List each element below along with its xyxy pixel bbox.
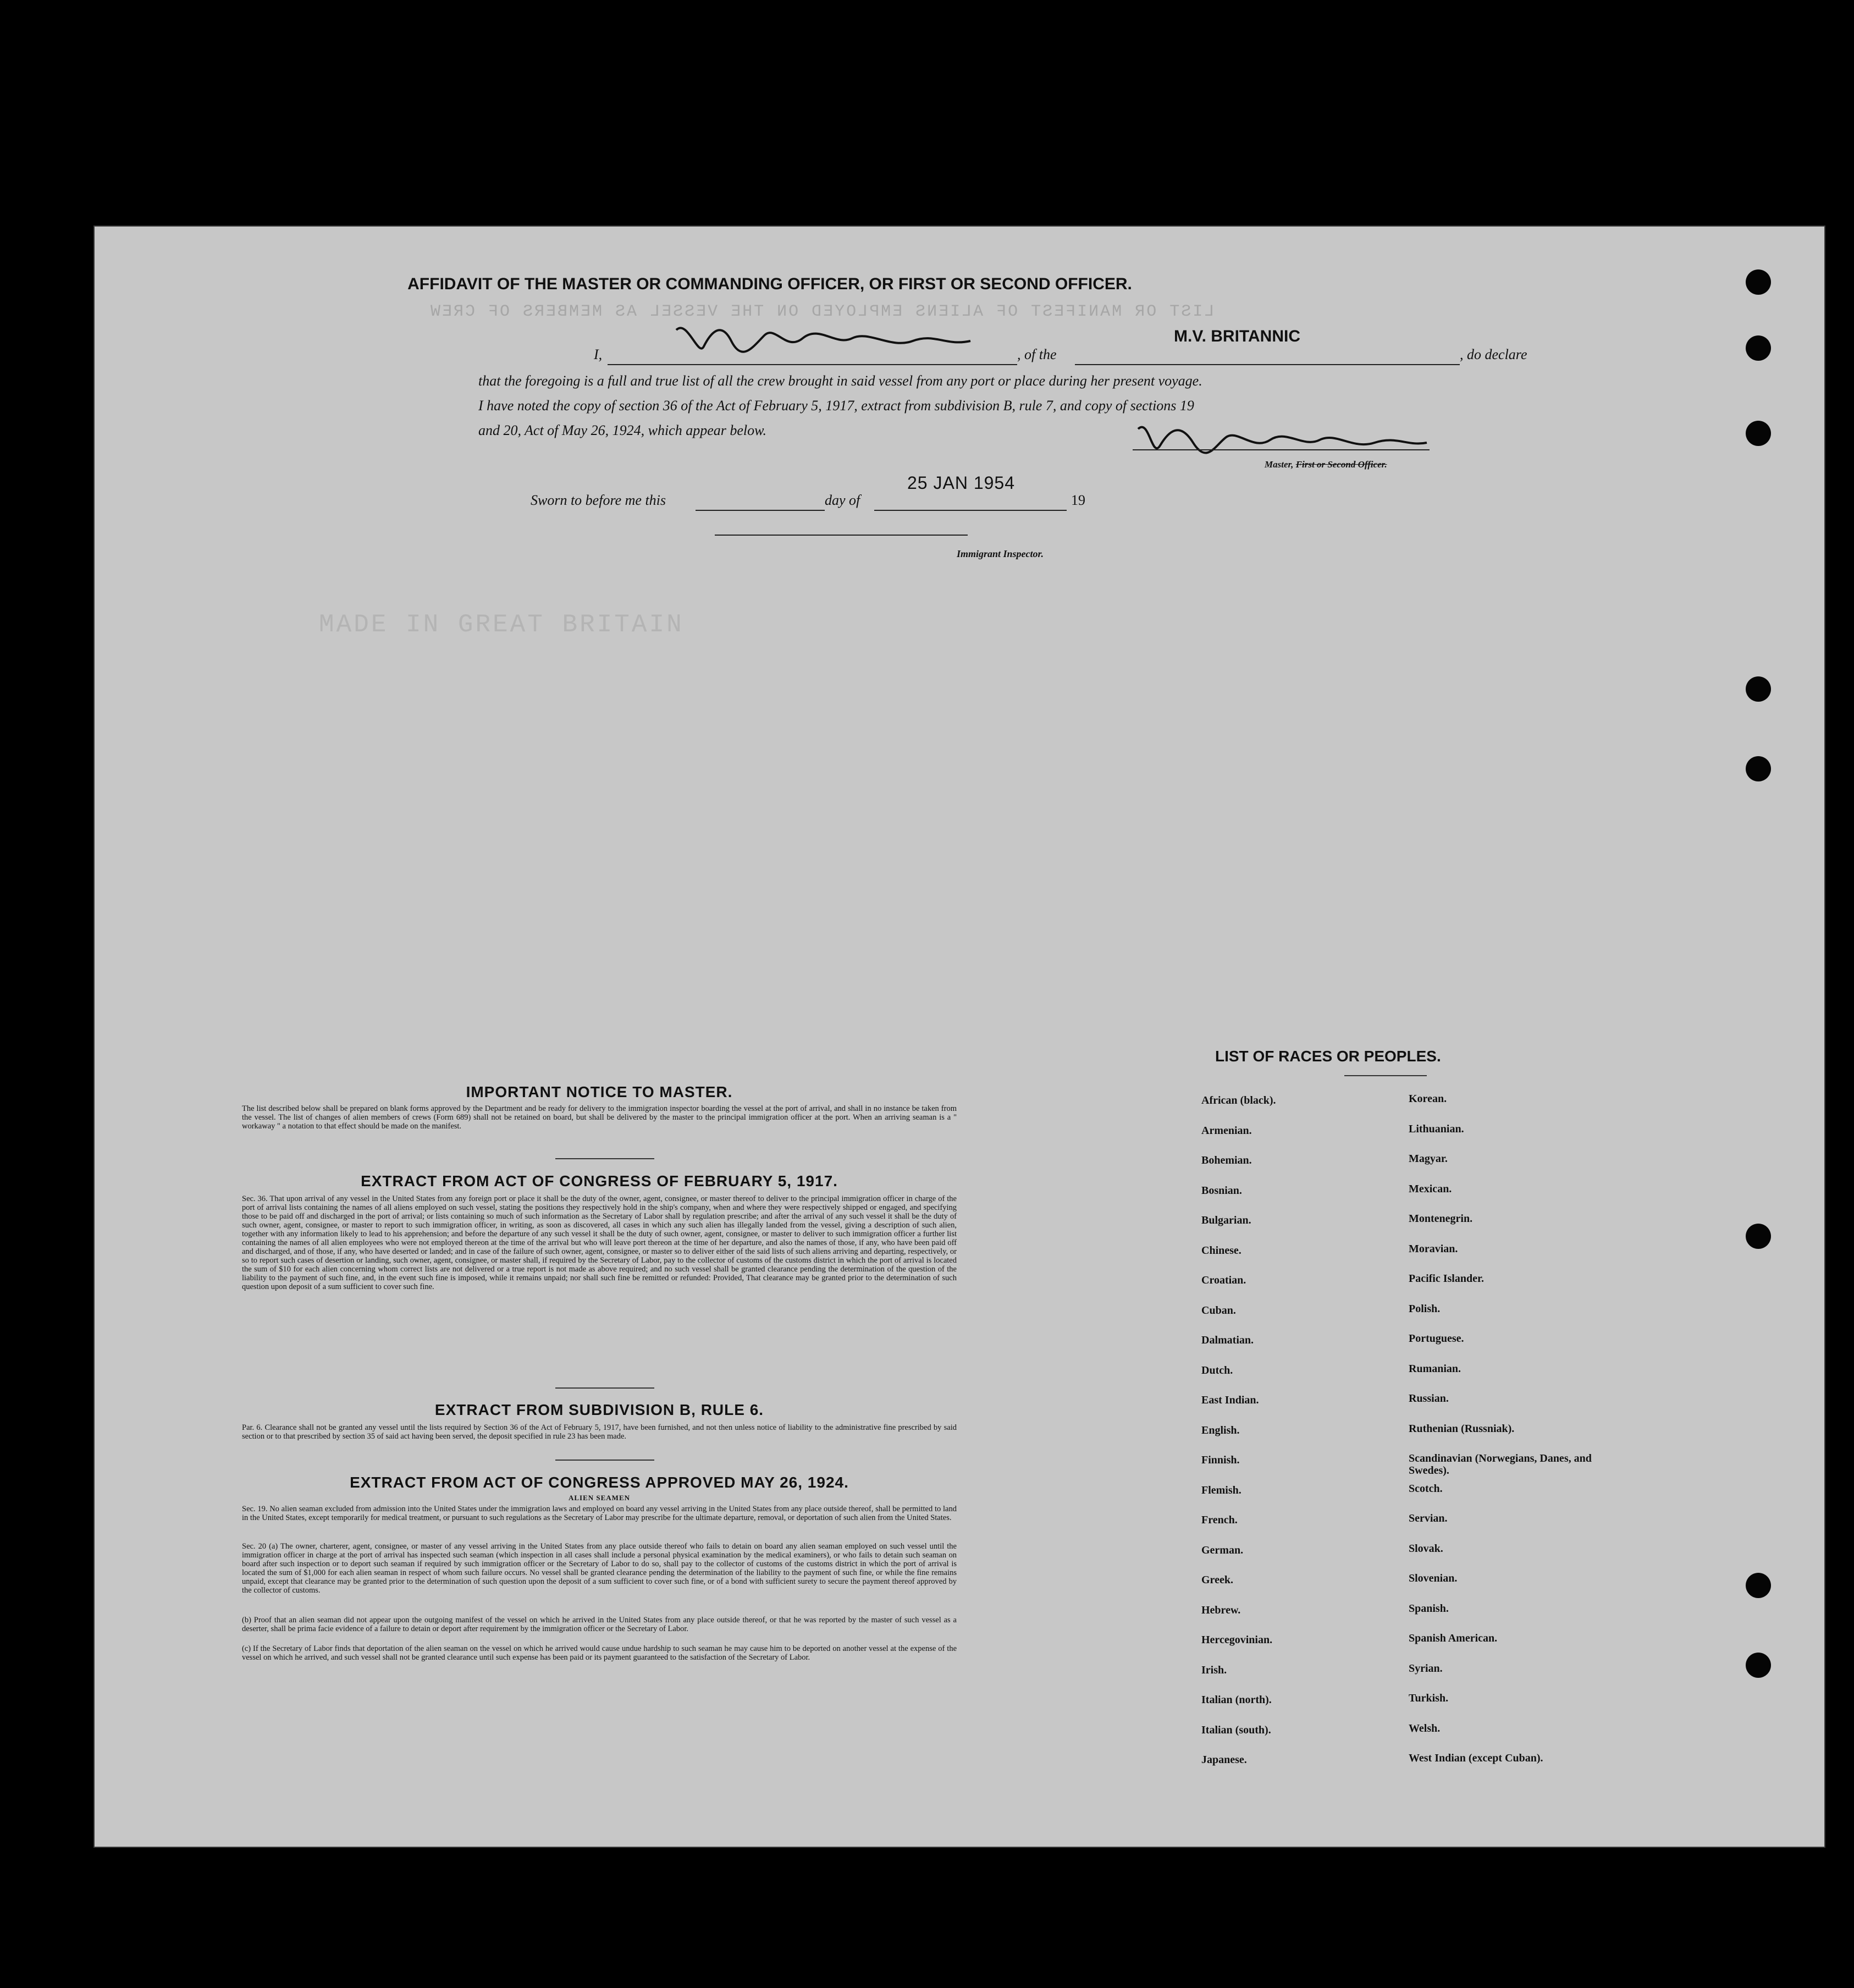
race-item: West Indian (except Cuban). (1409, 1752, 1543, 1764)
inspector-label: Immigrant Inspector. (957, 548, 1044, 559)
sworn-day-line (696, 492, 825, 511)
race-item: Greek. (1201, 1574, 1233, 1586)
bleed-through-stamp: MADE IN GREAT BRITAIN (319, 610, 684, 639)
extract-1917-body: Sec. 36. That upon arrival of any vessel in the United States from any foreign port or place it shall be the duty of the owner, agent, consignee, or master thereof to deliver to the principal immigration officer in charge of the port of arrival lists containing the names of all aliens employed on such vessel, stating the positions they respectively hold in the ship's company, when and where they were respectively shipped or engaged, and specifying those to be paid off and discharged in the port of arrival; or lists containing so much of such information as the Secretary of Labor shall by regulation prescribe; and after the arrival of any such vessel it shall be the duty of such owner, agent, consignee, or master to report to such immigration officer, in writing, as soon as discovered, all cases in which any such alien has illegally landed from the vessel, giving a description of such alien, together with any information likely to lead to his apprehension; and before the departure of any such vessel it shall be the duty of such owner, agent, consignee, or master to deliver to such immigration officer a further list containing the names of all alien employees who were not employed thereon at the time of the arrival but who will leave port thereon at the time of her departure, and also the names of those, if any, who have been paid off and discharged, and of those, if any, who have deserted or landed; and in case of the failure of such owner, agent, consignee, or master so to deliver either of the said lists of such aliens arriving and departing, respectively, or so to report such cases of desertion or landing, such owner, agent, consignee, or master shall, if required by the Secretary of Labor, pay to the collector of customs of the customs district in which the port of arrival is located the sum of $10 for each alien concerning whom correct lists are not delivered or a true report is not made as above required; and no such vessel shall be granted clearance pending the determination of the question of the liability to the payment of such fine, and, in the event such fine is imposed, while it remains unpaid; nor shall such fine be remitted or refunded: Provided, That clearance may be granted prior to the determination of such question upon deposit of a sum sufficient to cover such fine. (242, 1194, 957, 1291)
affidavit-line3: I have noted the copy of section 36 of the Act of February 5, 1917, extract from subdivision B, rule 7, and copy of sections 19 (478, 398, 1194, 414)
race-item: Bosnian. (1201, 1184, 1242, 1197)
race-item: Irish. (1201, 1664, 1227, 1676)
race-item: Bulgarian. (1201, 1214, 1251, 1226)
race-item: Portuguese. (1409, 1332, 1464, 1345)
document-page (93, 225, 1825, 1848)
race-item: Hebrew. (1201, 1604, 1241, 1616)
race-item: East Indian. (1201, 1394, 1259, 1406)
race-item: Spanish American. (1409, 1632, 1498, 1644)
punch-hole (1746, 335, 1771, 361)
race-item: Bohemian. (1201, 1154, 1252, 1166)
race-item: Cuban. (1201, 1304, 1236, 1317)
punch-hole (1746, 269, 1771, 295)
race-item: Armenian. (1201, 1124, 1252, 1137)
punch-hole (1746, 676, 1771, 702)
race-item: Slovenian. (1409, 1572, 1458, 1584)
race-item: African (black). (1201, 1094, 1276, 1106)
race-item: Spanish. (1409, 1602, 1449, 1615)
sec19-body: Sec. 19. No alien seaman excluded from admission into the United States under the immigration laws and employed on board any vessel arriving in the United States from any place outside thereof, shall be permitted to land in the United States, except temporarily for medical treatment, or pursuant to such regulations as the Secretary of Labor may prescribe for the ultimate departure, removal, or deportation of such alien from the United States. (242, 1505, 957, 1522)
race-item: Italian (south). (1201, 1723, 1271, 1736)
punch-hole (1746, 421, 1771, 446)
divider (555, 1158, 654, 1159)
sworn-month-line (874, 492, 1067, 511)
race-item: Rumanian. (1409, 1362, 1461, 1375)
affidavit-line2: that the foregoing is a full and true list of all the crew brought in said vessel from any port or place during her present voyage. (478, 373, 1202, 389)
affidavit-of-the: , of the (1017, 346, 1057, 362)
race-item: German. (1201, 1544, 1244, 1556)
divider (555, 1460, 654, 1461)
race-item: Flemish. (1201, 1484, 1241, 1496)
race-item: Scandinavian (Norwegians, Danes, and Swedes). (1409, 1452, 1592, 1477)
punch-hole (1746, 756, 1771, 781)
race-item: Italian (north). (1201, 1694, 1272, 1706)
divider (1344, 1075, 1427, 1076)
sec20a-body: Sec. 20 (a) The owner, charterer, agent, consignee, or master of any vessel arriving in the United States from any place outside thereof who fails to detain on board any alien seaman employed on such vessel until the immigration officer in charge at the port of arrival has inspected such seaman (which inspection in all cases shall include a personal physical examination by the medical examiners), or who fails to detain such seaman on board after such inspection or to deport such seaman if required by such immigration officer or the Secretary of Labor to do so, shall pay to the collector of customs of the customs district in which the port of arrival is located the sum of $1,000 for each alien seaman in respect of whom such failure occurs. No vessel shall be granted clearance pending the determination of the liability to the payment of such fine, or while the fine remains unpaid, except that clearance may be granted prior to the determination of such question upon the deposit of a sum sufficient to cover such fine, or of a bond with sufficient surety to secure the payment thereof approved by the collector of customs. (242, 1542, 957, 1595)
race-item: Japanese. (1201, 1754, 1247, 1766)
race-item: Ruthenian (Russniak). (1409, 1422, 1515, 1435)
race-item: Slovak. (1409, 1542, 1443, 1555)
vessel-field-line (1075, 346, 1460, 365)
race-item: Welsh. (1409, 1722, 1441, 1734)
race-item: French. (1201, 1514, 1238, 1526)
race-item: Mexican. (1409, 1182, 1452, 1195)
master-signature-top (671, 308, 979, 368)
affidavit-title: AFFIDAVIT OF THE MASTER OR COMMANDING OFFICER, OR FIRST OR SECOND OFFICER. (407, 275, 1132, 293)
notice-title: IMPORTANT NOTICE TO MASTER. (466, 1083, 733, 1100)
notice-body: The list described below shall be prepared on blank forms approved by the Department and be ready for delivery to the immigration inspector boarding the vessel at the port of arrival, and shall in no instance be taken from the vessel. The list of changes of alien members of crews (Form 689) shall not be retained on board, but shall be delivered by the master to the principal immigration officer at the port. When an arriving seaman is a " workaway " a notation to that effect should be made on the manifest. (242, 1104, 957, 1131)
race-item: Pacific Islander. (1409, 1273, 1485, 1285)
affidavit-line4: and 20, Act of May 26, 1924, which appear below. (478, 422, 767, 438)
race-item: Turkish. (1409, 1692, 1449, 1704)
race-item: Servian. (1409, 1512, 1448, 1524)
punch-hole (1746, 1573, 1771, 1598)
vessel-name: M.V. BRITANNIC (1174, 327, 1301, 345)
sec20b-body: (b) Proof that an alien seaman did not appear upon the outgoing manifest of the vessel on which he arrived in the United States from any place outside thereof, or that he was reported by the master of such vessel as a deserter, shall be prima facie evidence of a failure to detain or deport after requirement by the immigration officer or the Secretary of Labor. (242, 1616, 957, 1633)
inspector-signature-line (715, 533, 968, 536)
date-stamp: 25 JAN 1954 (907, 473, 1016, 493)
sec20c-body: (c) If the Secretary of Labor finds that deportation of the alien seaman on the vessel on which he arrived would cause undue hardship to such seaman he may cause him to be deported on another vessel at the expense of the vessel on which he arrived, and such vessel shall not be granted clearance until such expense has been paid or its payment guaranteed to the satisfaction of the Secretary of Labor. (242, 1644, 957, 1662)
race-item: Dutch. (1201, 1364, 1233, 1376)
subdivision-body: Par. 6. Clearance shall not be granted any vessel until the lists required by Section 36 of the Act of February 5, 1917, have been furnished, and not then unless notice of liability to the administrative fine prescribed by said section or to that prescribed by section 35 of said act having been served, the deposit specified in rule 23 has been made. (242, 1423, 957, 1441)
race-item: Hercegovinian. (1201, 1634, 1273, 1646)
race-item: Montenegrin. (1409, 1213, 1473, 1225)
sworn-label: Sworn to before me this (531, 492, 666, 508)
race-item: Moravian. (1409, 1242, 1458, 1255)
master-label: Master, First or Second Officer. (1265, 459, 1387, 470)
race-item: Chinese. (1201, 1244, 1241, 1257)
punch-hole (1746, 1653, 1771, 1678)
race-item: Scotch. (1409, 1482, 1443, 1495)
race-item: Lithuanian. (1409, 1122, 1464, 1135)
alien-seamen-subtitle: ALIEN SEAMEN (568, 1494, 631, 1502)
year-prefix: 19 (1071, 492, 1085, 508)
race-item: Magyar. (1409, 1153, 1448, 1165)
race-item: Syrian. (1409, 1662, 1443, 1675)
subdivision-title: EXTRACT FROM SUBDIVISION B, RULE 6. (434, 1401, 764, 1418)
affidavit-i-label: I, (594, 346, 603, 362)
affidavit-do-declare: , do declare (1460, 346, 1527, 362)
day-of-label: day of (825, 492, 860, 508)
bleed-through-header: LIST OR MANIFEST OF ALIENS EMPLOYED ON THE VESSEL AS MEMBERS OF CREW (429, 302, 1215, 321)
race-item: English. (1201, 1424, 1240, 1436)
divider (555, 1387, 654, 1389)
extract-1917-title: EXTRACT FROM ACT OF CONGRESS OF FEBRUARY 5, 1917. (361, 1172, 838, 1190)
race-item: Finnish. (1201, 1454, 1240, 1466)
race-item: Polish. (1409, 1302, 1441, 1315)
race-item: Russian. (1409, 1392, 1449, 1405)
race-item: Korean. (1409, 1093, 1447, 1105)
master-signature-line (1133, 448, 1430, 450)
race-item: Dalmatian. (1201, 1334, 1254, 1346)
race-item: Croatian. (1201, 1274, 1246, 1286)
punch-hole (1746, 1224, 1771, 1249)
races-title: LIST OF RACES OR PEOPLES. (1215, 1048, 1441, 1065)
extract-1924-title: EXTRACT FROM ACT OF CONGRESS APPROVED MAY 26, 1924. (350, 1474, 849, 1491)
